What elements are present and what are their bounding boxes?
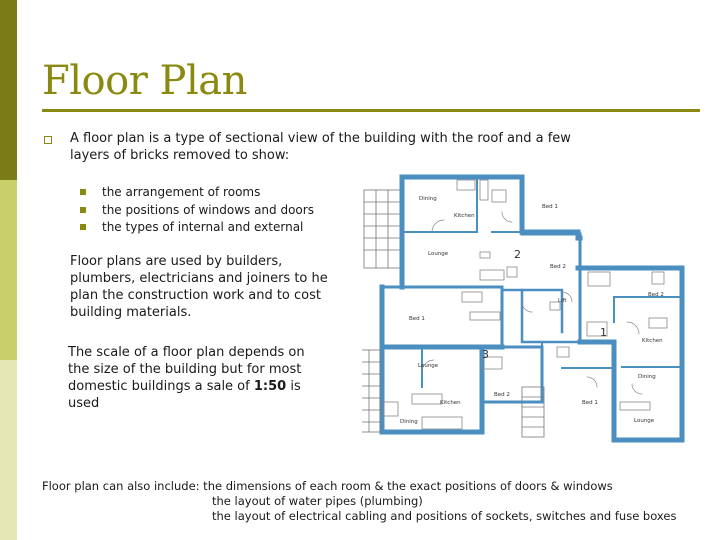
paragraph-line: The scale of a floor plan depends on (68, 345, 305, 360)
paragraph-line: Floor plans are used by builders, (70, 254, 283, 269)
room-label: Lounge (418, 363, 439, 369)
room-label: Kitchen (440, 400, 461, 406)
title-underline (42, 109, 700, 112)
zone-number: 1 (600, 326, 607, 339)
accent-segment (0, 0, 17, 180)
bullet-icon (44, 136, 52, 144)
room-label: Lounge (634, 418, 655, 424)
slide-title: Floor Plan (42, 58, 247, 104)
bullet-icon (80, 189, 86, 195)
room-label: Bed 2 (550, 264, 566, 270)
note-line: the layout of water pipes (plumbing) (212, 494, 423, 508)
paragraph-line: plan the construction work and to cost (70, 288, 321, 303)
room-label: Dining (638, 374, 656, 380)
floor-plan-diagram (362, 172, 688, 446)
scale-text: domestic buildings a sale of (68, 379, 254, 394)
room-label: Bed 1 (582, 400, 598, 406)
list-item: the positions of windows and doors (102, 203, 314, 217)
room-label: Dining (419, 196, 437, 202)
room-label: Dining (400, 419, 418, 425)
list-item: the types of internal and external (102, 220, 304, 234)
zone-number: 2 (514, 248, 521, 261)
room-label: Bed 1 (542, 204, 558, 210)
zone-number: 3 (482, 348, 489, 361)
paragraph-line (68, 378, 301, 395)
room-label: Bed 2 (648, 292, 664, 298)
bullet-icon (80, 207, 86, 213)
list-item: the arrangement of rooms (102, 185, 261, 199)
room-label: Bed 2 (494, 392, 510, 398)
left-accent-bar (0, 0, 17, 540)
room-label: Kitchen (642, 338, 663, 344)
room-label: Lounge (428, 251, 449, 257)
paragraph-line: plumbers, electricians and joiners to he (70, 271, 328, 286)
room-label: Bed 1 (409, 316, 425, 322)
scale-value: 1:50 (253, 379, 287, 394)
accent-segment (0, 360, 17, 540)
accent-segment (0, 180, 17, 360)
bullet-icon (80, 224, 86, 230)
paragraph-line: used (68, 396, 100, 411)
intro-line: A floor plan is a type of sectional view of the building with the roof and a few (70, 131, 571, 146)
paragraph-line: building materials. (70, 305, 192, 320)
note-line: Floor plan can also include: the dimensions of each room & the exact positions of doors & windows (42, 479, 613, 493)
room-label: Kitchen (454, 213, 475, 219)
paragraph-line: the size of the building but for most (68, 362, 302, 377)
intro-line: layers of bricks removed to show: (70, 148, 290, 163)
scale-text: is (286, 379, 301, 394)
note-line: the layout of electrical cabling and positions of sockets, switches and fuse boxes (212, 509, 677, 523)
room-label: Lift (558, 298, 567, 304)
